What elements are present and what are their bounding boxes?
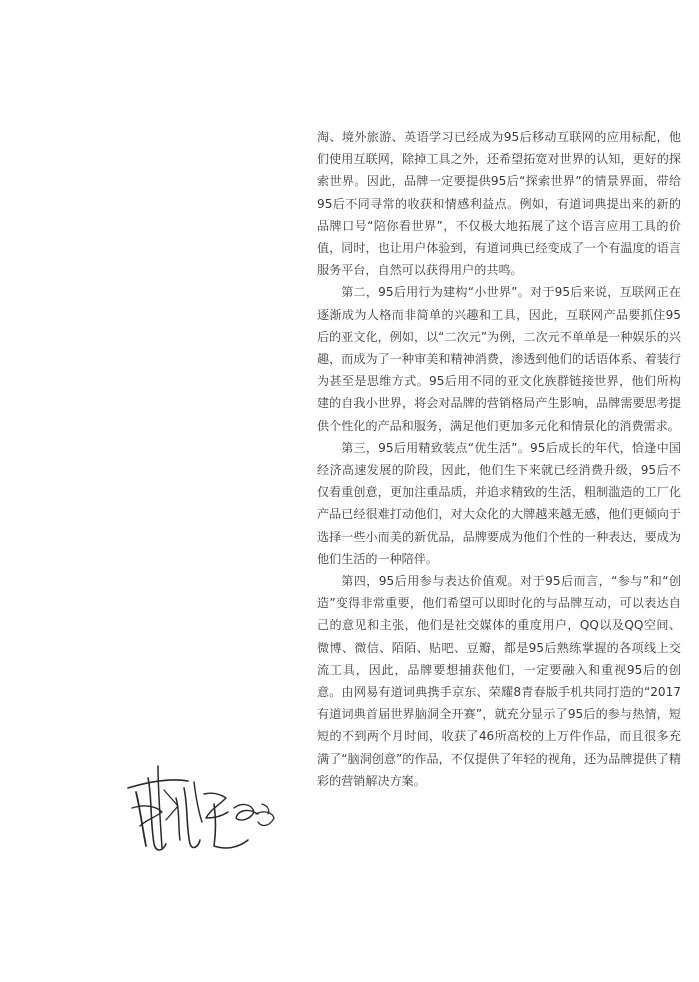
paragraph-third-point: 第三，95后用精致装点“优生活”。95后成长的年代，恰逢中国经济高速发展的阶段，因此，他们生下来就已经消费升级，95后不仅看重创意，更加注重品质，并追求精致的生活，粗制滥造的工厂化产品已经很难打动他们，对大众化的大牌越来越无感，他们更倾向于选择一些小而美的新优品，品牌要成为他们个性的一种表达，要成为他们生活的一种陪伴。 <box>317 440 681 566</box>
paragraph-fourth-point: 第四，95后用参与表达价值观。对于95后而言，“参与”和“创造”变得非常重要，他们希望可以即时化的与品牌互动，可以表达自己的意见和主张，他们是社交媒体的重度用户，QQ以及QQ空间、微博、微信、陌陌、贴吧、豆瓣，都是95后熟练掌握的各项线上交流工具，因此，品牌要想捕获他们，一定要融入和重视95后的创意。由网易有道词典携手京东、荣耀8青春版手机共同打造的“2017有道词典首届世界脑洞全开赛”，就充分显示了95后的参与热情，短短的不到两个月时间，收获了46所高校的上万件作品，而且很多充满了“脑洞创意”的作品，不仅提供了年轻的视角，还为品牌提供了精彩的营销解决方案。 <box>317 574 681 788</box>
handwritten-signature <box>118 748 288 868</box>
paragraph-continuation: 淘、境外旅游、英语学习已经成为95后移动互联网的应用标配，他们使用互联网，除掉工具之外，还希望拓宽对世界的认知，更好的探索世界。因此，品牌一定要提供95后“探索世界”的情景界面，带给95后不同寻常的收获和情感利益点。例如，有道词典提出来的新的品牌口号“陪你看世界”，不仅极大地拓展了这个语言应用工具的价值，同时，也让用户体验到，有道词典已经变成了一个有温度的语言服务平台，自然可以获得用户的共鸣。 <box>317 130 681 278</box>
signature-icon <box>118 748 288 868</box>
article-body <box>317 126 681 792</box>
paragraph-second-point: 第二，95后用行为建构“小世界”。对于95后来说，互联网正在逐渐成为人格而非简单的兴趣和工具，因此，互联网产品要抓住95后的亚文化，例如，以“二次元”为例，二次元不单单是一种娱乐的兴趣，而成为了一种审美和精神消费，渗透到他们的话语体系、着装行为甚至是思维方式。95后用不同的亚文化族群链接世界，他们所构建的自我小世界，将会对品牌的营销格局产生影响，品牌需要思考提供个性化的产品和服务，满足他们更加多元化和情景化的消费需求。 <box>317 285 681 433</box>
